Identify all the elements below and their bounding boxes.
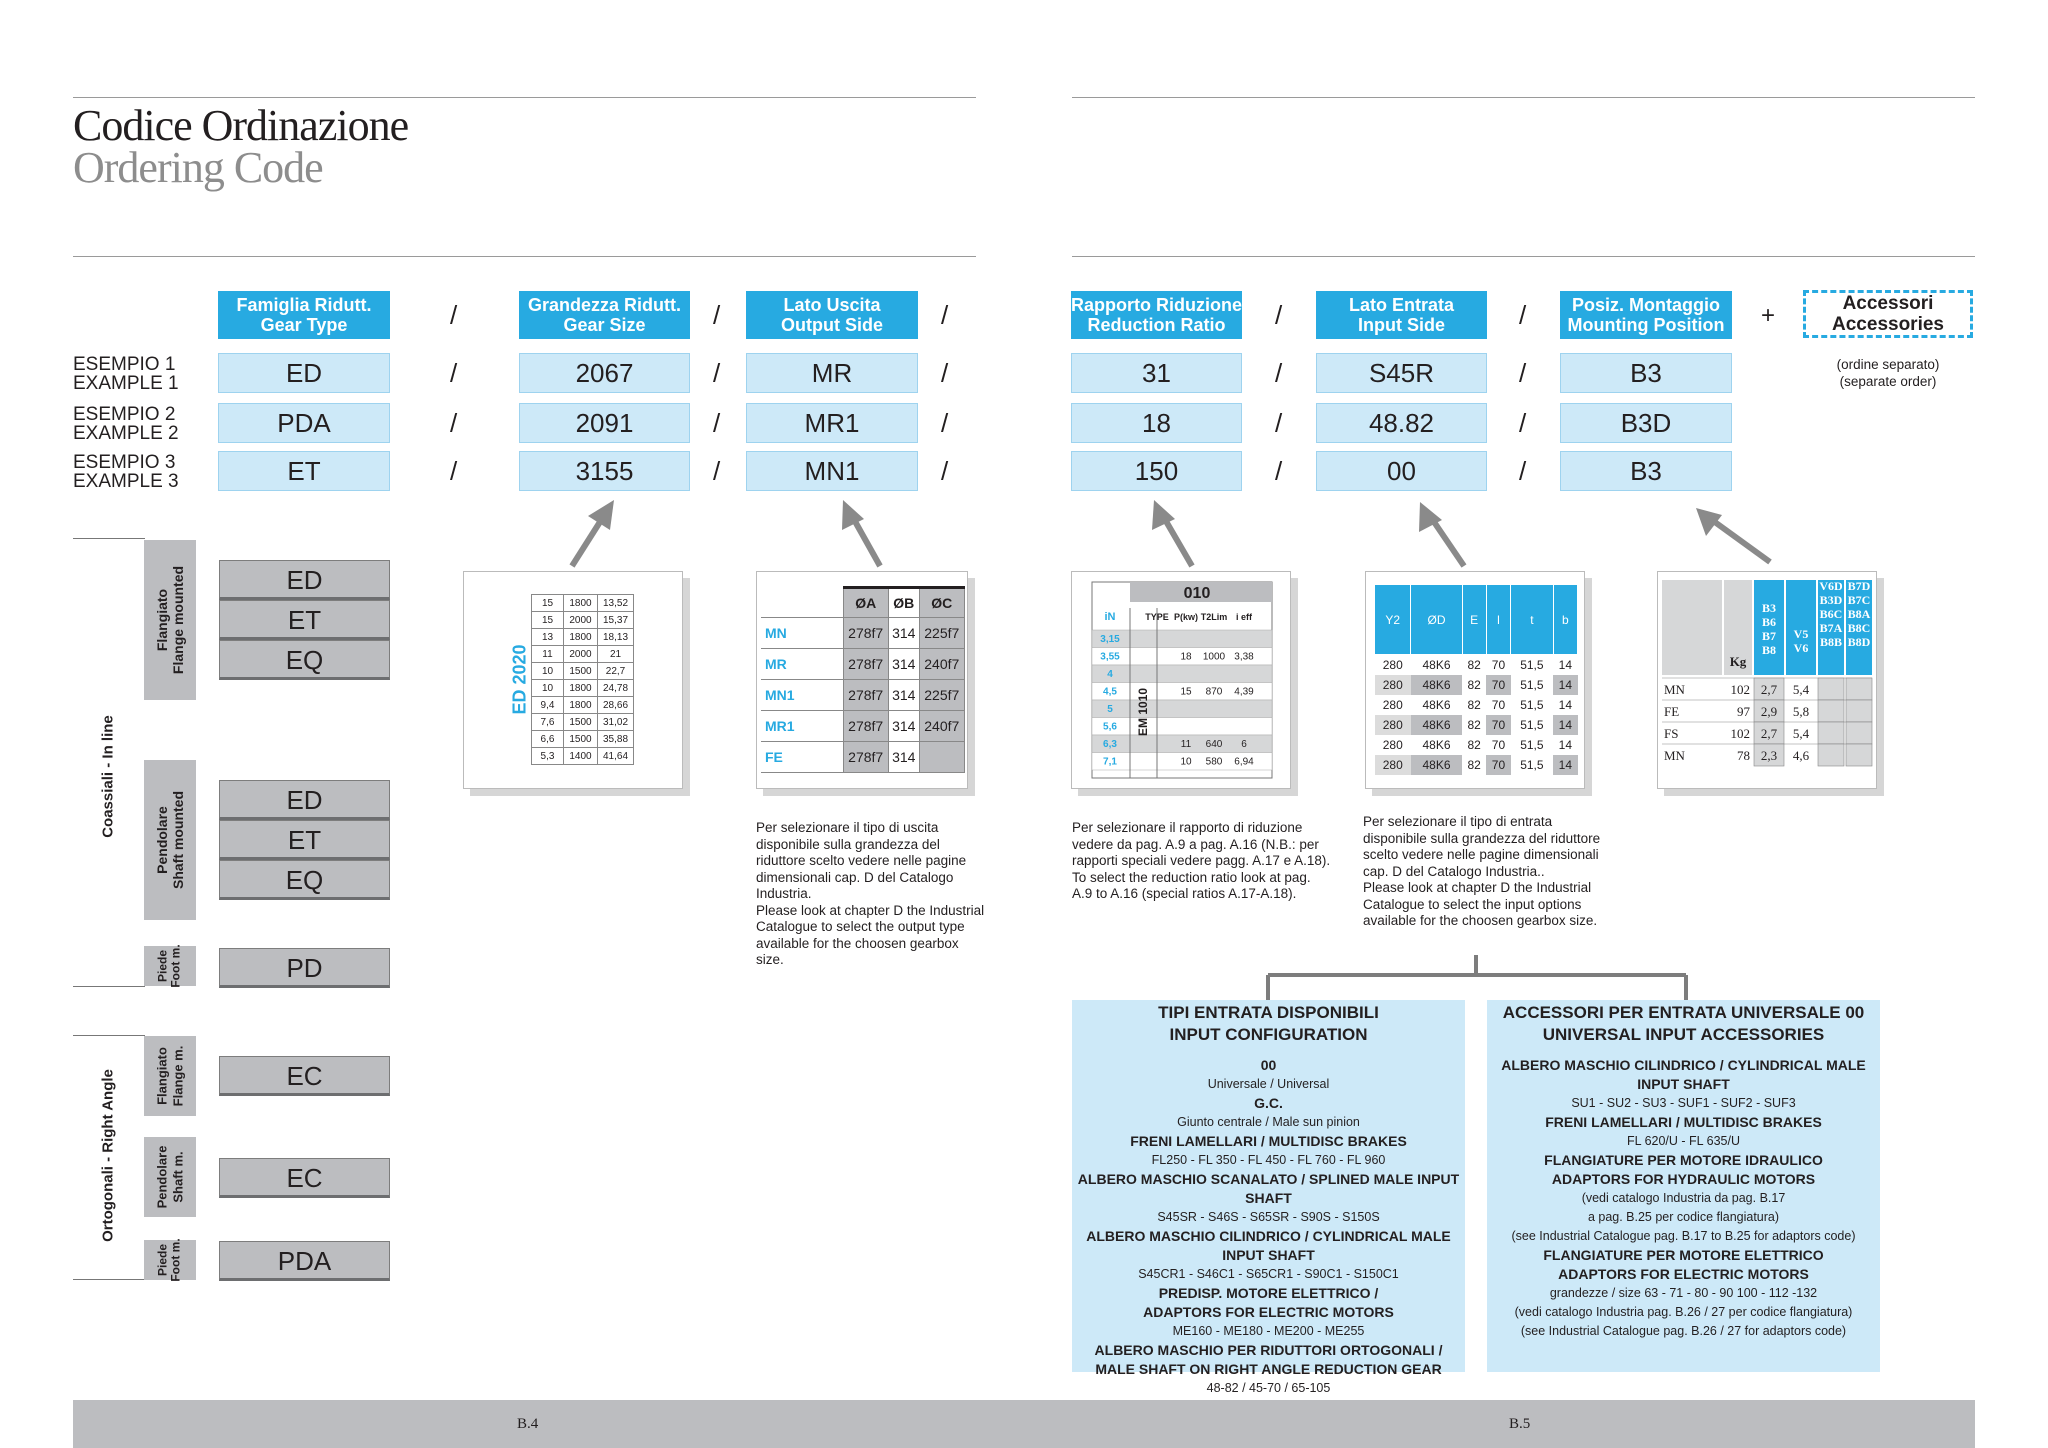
slash: / (713, 300, 721, 330)
output-cell: 278f7 (843, 711, 888, 742)
ratio-row-bg (1092, 665, 1272, 683)
size-cell: 13 (532, 629, 564, 646)
size-cell: 1800 (564, 629, 598, 646)
input_config-line: G.C. (1254, 1095, 1283, 1111)
note-output: Per selezionare il tipo di uscita disponibile sulla grandezza del riduttore scelto vedere nelle pagine dimensionali cap. D del Catalogo Industria. Please look at chapter D the Industrial Catalogue to select the output type available for the choosen gearbox size. (756, 820, 985, 967)
ratio-cell: 640 (1205, 739, 1223, 750)
slash: / (1519, 358, 1527, 388)
input-cell: 280 (1382, 697, 1403, 712)
universal_acc-line: a pag. B.25 per codice flangiatura) (1587, 1210, 1780, 1224)
input-cell: 48K6 (1422, 697, 1451, 712)
output-row-name: MR1 (761, 711, 843, 742)
input-col-header: ØD (1411, 585, 1462, 655)
input-cell: 82 (1467, 737, 1481, 752)
input-col-header: t (1511, 585, 1554, 655)
family-pd: PD (219, 948, 390, 988)
size-cell: 7,6 (532, 714, 564, 731)
mount-row-a: 2,7 (1760, 726, 1778, 741)
label-foot-mounted: Piede Foot m. (144, 946, 196, 986)
output-cell: 240f7 (919, 649, 964, 680)
family-eq: EQ (219, 860, 390, 900)
label-ortogonali: Ortogonali - Right Angle (99, 1069, 117, 1242)
size-cell: 15,37 (598, 612, 634, 629)
header-output-side: Lato Uscita Output Side (746, 291, 918, 339)
mount-pos-label: B8 (1761, 643, 1777, 657)
slash: / (713, 358, 721, 388)
universal-acc-title: ACCESSORI PER ENTRATA UNIVERSALE 00 (1502, 1003, 1865, 1022)
family-ec-flange: EC (219, 1056, 390, 1096)
input-configuration-box (1072, 1000, 1465, 1395)
universal-acc-subtitle: UNIVERSAL INPUT ACCESSORIES (1542, 1025, 1825, 1044)
example-label: ESEMPIO 2 EXAMPLE 2 (73, 404, 179, 444)
ratio-type-label: EM 1010 (1136, 687, 1150, 737)
input_config-line: S45SR - S46S - S65SR - S90S - S150S (1157, 1210, 1380, 1224)
mount-pos-label: V5 (1793, 627, 1809, 641)
size-cell: 15 (532, 612, 564, 629)
input-cell: 48K6 (1411, 755, 1462, 775)
slash: / (450, 408, 458, 438)
slash: / (1275, 300, 1283, 330)
ratio-value: 4,5 (1103, 686, 1117, 698)
slash: / (941, 300, 949, 330)
ratio-row-bg (1092, 700, 1272, 718)
input_config-line: Giunto centrale / Male sun pinion (1177, 1115, 1360, 1129)
label-ra-foot: Piede Foot m. (144, 1240, 196, 1280)
mount-cell-bg (1846, 722, 1872, 744)
output-cell: 278f7 (843, 742, 888, 773)
input-cell: 14 (1553, 675, 1577, 695)
output-table (761, 586, 965, 773)
input-cell: 280 (1375, 715, 1411, 735)
mounting-table (1658, 572, 1878, 790)
input-cell: 82 (1467, 677, 1481, 692)
slash: / (1519, 300, 1527, 330)
input-cell: 70 (1491, 737, 1506, 752)
size-cell: 6,6 (532, 731, 564, 748)
family-ed: ED (219, 780, 390, 820)
universal_acc-line: (vedi catalogo Industria da pag. B.17 (1581, 1191, 1786, 1205)
example-2-mounting-position: B3D (1560, 403, 1732, 443)
label-ra-shaft: Pendolare Shaft m. (144, 1137, 196, 1217)
size-cell: 22,7 (598, 663, 634, 680)
plus-sign: + (1761, 302, 1776, 329)
output-cell: 314 (888, 618, 919, 649)
output-cell: 278f7 (843, 680, 888, 711)
output-cell: 240f7 (919, 711, 964, 742)
ratio-col-header: T2Lim (1200, 612, 1228, 622)
size-cell: 18,13 (598, 629, 634, 646)
universal_acc-line: FLANGIATURE PER MOTORE IDRAULICO (1544, 1152, 1823, 1168)
output-cell: 314 (888, 711, 919, 742)
mount-row-a: 2,9 (1760, 704, 1778, 719)
gear-size-table-thumbnail (463, 571, 683, 789)
header-mounting-position: Posiz. Montaggio Mounting Position (1560, 291, 1732, 339)
ratio-cell: 870 (1205, 686, 1223, 698)
universal_acc-line: (see Industrial Catalogue pag. B.26 / 27 for adaptors code) (1520, 1324, 1847, 1338)
size-cell: 1500 (564, 714, 598, 731)
universal_acc-line: FRENI LAMELLARI / MULTIDISC BRAKES (1545, 1114, 1822, 1130)
mount-cell-bg (1846, 678, 1872, 700)
input-cell: 51,5 (1520, 757, 1544, 772)
input-cell: 14 (1558, 737, 1572, 752)
mounting-position-table-thumbnail (1657, 571, 1877, 789)
mount-empty-header (1662, 580, 1722, 675)
mount-cell-bg (1846, 700, 1872, 722)
input_config-line: MALE SHAFT ON RIGHT ANGLE REDUCTION GEAR (1095, 1361, 1442, 1377)
input-col-header: Y2 (1375, 585, 1411, 655)
mount-row-name: MN (1664, 748, 1685, 763)
example-1-input-side: S45R (1316, 353, 1487, 393)
page-number-left: B.4 (517, 1416, 539, 1432)
size-cell: 15 (532, 595, 564, 612)
family-ec-shaft: EC (219, 1158, 390, 1198)
input-cell: 280 (1382, 737, 1403, 752)
header-accessories: Accessori Accessories (1803, 290, 1973, 338)
size-cell: 1500 (564, 663, 598, 680)
mount-pos-label: B7A (1819, 621, 1843, 635)
header-reduction-ratio: Rapporto Riduzione Reduction Ratio (1071, 291, 1242, 339)
size-cell: 10 (532, 663, 564, 680)
universal_acc-line: (see Industrial Catalogue pag. B.17 to B.25 for adaptors code) (1511, 1229, 1856, 1243)
input_config-line: ADAPTORS FOR ELECTRIC MOTORS (1143, 1304, 1394, 1320)
ratio-col-header: i eff (1235, 612, 1253, 622)
output-col-header: ØA (843, 588, 888, 618)
example-2-gear-size: 2091 (519, 403, 690, 443)
mount-kg-label: Kg (1729, 654, 1747, 669)
output-cell: 278f7 (843, 649, 888, 680)
mount-cell-bg (1818, 678, 1844, 700)
slash: / (941, 358, 949, 388)
output-side-table-thumbnail (756, 571, 968, 789)
ratio-value: 3,55 (1100, 651, 1120, 663)
slash: / (450, 300, 458, 330)
size-cell: 2000 (564, 612, 598, 629)
ratio-cell: 11 (1180, 739, 1192, 750)
note-input: Per selezionare il tipo di entrata disponibile sulla grandezza del riduttore scelto vedere nelle pagine dimensionali cap. D del Catalogo Industria.. Please look at chapter D the Industrial Catalogue to select the input options available for the choosen gearbox size. (1363, 814, 1601, 928)
ratio-value: 5,6 (1103, 721, 1117, 733)
universal_acc-line: ADAPTORS FOR ELECTRIC MOTORS (1558, 1266, 1809, 1282)
input-cell: 14 (1558, 697, 1572, 712)
example-3-input-side: 00 (1316, 451, 1487, 491)
header-gear-size: Grandezza Ridutt. Gear Size (519, 291, 690, 339)
input-cell: 280 (1375, 755, 1411, 775)
input-cell: 51,5 (1520, 677, 1544, 692)
example-3-output-side: MN1 (746, 451, 918, 491)
input-cell: 51,5 (1520, 657, 1544, 672)
mount-row-a: 2,7 (1760, 682, 1778, 697)
universal-accessories-box (1487, 1000, 1880, 1372)
size-cell: 24,78 (598, 680, 634, 697)
ratio-cell: 4,39 (1234, 686, 1254, 698)
family-ed: ED (219, 560, 390, 600)
family-eq: EQ (219, 640, 390, 680)
example-1-gear-size: 2067 (519, 353, 690, 393)
mount-pos-label: B7D (1847, 579, 1871, 593)
ratio-col-header: P(kw) (1173, 612, 1199, 622)
input-cell: 51,5 (1520, 697, 1544, 712)
universal_acc-line: (vedi catalogo Industria pag. B.26 / 27 per codice flangiatura) (1514, 1305, 1853, 1319)
input_config-line: PREDISP. MOTORE ELETTRICO / (1158, 1285, 1379, 1301)
ratio-value: 7,1 (1103, 756, 1117, 768)
slash: / (713, 456, 721, 486)
mount-pos-label: B6C (1819, 607, 1843, 621)
size-cell: 1400 (564, 748, 598, 765)
ratio-cell: 1000 (1202, 651, 1226, 663)
universal_acc-line: ADAPTORS FOR HYDRAULIC MOTORS (1551, 1171, 1816, 1187)
example-2-input-side: 48.82 (1316, 403, 1487, 443)
size-table (531, 594, 634, 765)
input-table (1374, 584, 1578, 775)
slash: / (450, 456, 458, 486)
mount-pos-label: B7 (1761, 629, 1777, 643)
size-cell: 35,88 (598, 731, 634, 748)
input_config-line: ALBERO MASCHIO SCANALATO / SPLINED MALE INPUT SHAFT (1077, 1171, 1460, 1206)
size-cell: 41,64 (598, 748, 634, 765)
slash: / (450, 358, 458, 388)
mount-pos-label: B3 (1761, 601, 1777, 615)
input-col-header: E (1462, 585, 1486, 655)
mount-pos-label: B8C (1847, 621, 1871, 635)
page-footer (73, 1400, 1975, 1448)
ratio-cell: 10 (1180, 756, 1192, 768)
mount-row-name: FE (1664, 704, 1680, 719)
slash: / (1275, 408, 1283, 438)
input_config-line: ME160 - ME180 - ME200 - ME255 (1172, 1324, 1365, 1338)
mount-pos-label: B7C (1847, 593, 1871, 607)
output-cell: 278f7 (843, 618, 888, 649)
ratio-value: 6,3 (1103, 739, 1117, 750)
slash: / (941, 456, 949, 486)
input-col-header: b (1553, 585, 1577, 655)
ratio-table-thumbnail (1071, 571, 1291, 789)
example-label: ESEMPIO 1 EXAMPLE 1 (73, 354, 179, 394)
input-cell: 48K6 (1411, 715, 1462, 735)
output-cell: 225f7 (919, 680, 964, 711)
header-gear-type: Famiglia Ridutt. Gear Type (218, 291, 390, 339)
output-row-name: MN1 (761, 680, 843, 711)
example-1-reduction-ratio: 31 (1071, 353, 1242, 393)
ratio-cell: 6,94 (1234, 756, 1254, 768)
size-cell: 21 (598, 646, 634, 663)
mount-pos-label: B8D (1847, 635, 1871, 649)
family-et: ET (219, 600, 390, 640)
input_config-line: ALBERO MASCHIO PER RIDUTTORI ORTOGONALI / (1094, 1342, 1443, 1358)
output-col-header: ØB (888, 588, 919, 618)
output-row-name: FE (761, 742, 843, 773)
input_config-line: 48-82 / 45-70 / 65-105 (1206, 1381, 1331, 1395)
example-1-mounting-position: B3 (1560, 353, 1732, 393)
ratio-cell: 6 (1241, 739, 1247, 750)
input-cell: 14 (1553, 715, 1577, 735)
size-cell: 13,52 (598, 595, 634, 612)
mount-row-b: 5,4 (1792, 682, 1810, 697)
ratio-table (1072, 572, 1292, 790)
mount-cell-bg (1818, 700, 1844, 722)
input-cell: 82 (1467, 697, 1481, 712)
output-cell: 314 (888, 649, 919, 680)
mount-row-b: 4,6 (1792, 748, 1810, 763)
output-cell: 314 (888, 742, 919, 773)
input_config-line: ALBERO MASCHIO CILINDRICO / CYLINDRICAL MALE INPUT SHAFT (1086, 1228, 1451, 1263)
title-english: Ordering Code (73, 143, 323, 192)
input_config-line: 00 (1260, 1057, 1277, 1073)
output-row-name: MR (761, 649, 843, 680)
mount-row-kg: 78 (1737, 748, 1750, 763)
size-cell: 9,4 (532, 697, 564, 714)
size-cell: 11 (532, 646, 564, 663)
slash: / (713, 408, 721, 438)
mount-row-name: FS (1664, 726, 1679, 741)
input-config-subtitle: INPUT CONFIGURATION (1169, 1025, 1368, 1044)
output-col-header: ØC (919, 588, 964, 618)
label-ra-flange: Flangiato Flange m. (144, 1036, 196, 1116)
mount-pos-label: B8A (1847, 607, 1871, 621)
header-input-side: Lato Entrata Input Side (1316, 291, 1487, 339)
title-italian: Codice Ordinazione (73, 101, 409, 150)
slash: / (1275, 456, 1283, 486)
input_config-line: FRENI LAMELLARI / MULTIDISC BRAKES (1130, 1133, 1407, 1149)
ratio-cell: 3,38 (1234, 651, 1254, 663)
input-cell: 70 (1486, 675, 1510, 695)
label-shaft-mounted: Pendolare Shaft mounted (144, 760, 196, 920)
mount-pos-label: B6 (1761, 615, 1777, 629)
output-cell: 225f7 (919, 618, 964, 649)
example-2-reduction-ratio: 18 (1071, 403, 1242, 443)
example-1-gear-type: ED (218, 353, 390, 393)
example-2-gear-type: PDA (218, 403, 390, 443)
input_config-line: Universale / Universal (1207, 1077, 1330, 1091)
output-cell (919, 742, 964, 773)
ratio-in-label: iN (1104, 611, 1116, 623)
mount-pos-label: B8B (1819, 635, 1843, 649)
size-label: ED 2020 (509, 643, 530, 715)
example-3-mounting-position: B3 (1560, 451, 1732, 491)
input-cell: 14 (1558, 657, 1572, 672)
mount-row-b: 5,4 (1792, 726, 1810, 741)
size-cell: 28,66 (598, 697, 634, 714)
ratio-cell: 15 (1180, 686, 1192, 698)
input-cell: 82 (1467, 717, 1481, 732)
family-et: ET (219, 820, 390, 860)
mount-row-a: 2,3 (1760, 748, 1778, 763)
ratio-value: 4 (1107, 669, 1113, 680)
note-ratio: Per selezionare il rapporto di riduzione vedere da pag. A.9 a pag. A.16 (N.B.: per rapporti speciali vedere pagg. A.17 e A.18). To select the reduction ratio look at pag. A.9 to A.16 (special ratios A.17-A.18). (1072, 820, 1331, 901)
input-cell: 280 (1375, 675, 1411, 695)
slash: / (1275, 358, 1283, 388)
mount-row-name: MN (1664, 682, 1685, 697)
example-3-gear-type: ET (218, 451, 390, 491)
size-cell: 1500 (564, 731, 598, 748)
accessories-note: (ordine separato) (separate order) (1836, 357, 1940, 389)
page-number-right: B.5 (1509, 1416, 1531, 1432)
ratio-head: 010 (1183, 585, 1211, 602)
input-cell: 51,5 (1520, 737, 1544, 752)
universal_acc-line: SU1 - SU2 - SU3 - SUF1 - SUF2 - SUF3 (1571, 1096, 1796, 1110)
input-cell: 82 (1467, 657, 1481, 672)
slash: / (1519, 456, 1527, 486)
mount-cell-bg (1846, 744, 1872, 766)
universal_acc-line: FL 620/U - FL 635/U (1626, 1134, 1740, 1148)
input-cell: 48K6 (1422, 737, 1451, 752)
input_config-line: FL250 - FL 350 - FL 450 - FL 760 - FL 960 (1151, 1153, 1386, 1167)
output-row-name: MN (761, 618, 843, 649)
label-flange-mounted: Flangiato Flange mounted (144, 540, 196, 700)
size-cell: 5,3 (532, 748, 564, 765)
size-cell: 1800 (564, 595, 598, 612)
input-cell: 48K6 (1411, 675, 1462, 695)
input-cell: 70 (1486, 715, 1510, 735)
ratio-value: 5 (1107, 704, 1113, 715)
input-cell: 14 (1553, 755, 1577, 775)
size-cell: 2000 (564, 646, 598, 663)
mount-row-kg: 102 (1730, 726, 1750, 741)
size-cell: 31,02 (598, 714, 634, 731)
ratio-col-header: TYPE (1145, 612, 1169, 622)
size-cell: 1800 (564, 697, 598, 714)
input-cell: 70 (1491, 697, 1506, 712)
mount-row-kg: 102 (1730, 682, 1750, 697)
input-cell: 70 (1491, 657, 1506, 672)
output-cell: 314 (888, 680, 919, 711)
input-col-header: l (1486, 585, 1510, 655)
slash: / (1519, 408, 1527, 438)
example-2-output-side: MR1 (746, 403, 918, 443)
example-label: ESEMPIO 3 EXAMPLE 3 (73, 452, 179, 492)
mount-pos-label: V6D (1819, 579, 1843, 593)
input-cell: 280 (1382, 657, 1403, 672)
mount-cell-bg (1818, 744, 1844, 766)
input-cell: 48K6 (1422, 657, 1451, 672)
universal_acc-line: ALBERO MASCHIO CILINDRICO / CYLINDRICAL MALE INPUT SHAFT (1501, 1057, 1866, 1092)
mount-row-b: 5,8 (1792, 704, 1810, 719)
universal_acc-line: FLANGIATURE PER MOTORE ELETTRICO (1543, 1247, 1824, 1263)
input-cell: 82 (1467, 757, 1481, 772)
ratio-cell: 18 (1180, 651, 1192, 663)
example-3-gear-size: 3155 (519, 451, 690, 491)
size-cell: 10 (532, 680, 564, 697)
example-3-reduction-ratio: 150 (1071, 451, 1242, 491)
input-config-title: TIPI ENTRATA DISPONIBILI (1158, 1003, 1379, 1022)
ratio-row-bg (1092, 718, 1272, 736)
ratio-value: 3,15 (1100, 634, 1120, 645)
input_config-line: S45CR1 - S46C1 - S65CR1 - S90C1 - S150C1 (1138, 1267, 1399, 1281)
input-side-table-thumbnail (1365, 571, 1585, 789)
example-1-output-side: MR (746, 353, 918, 393)
mount-pos-label: V6 (1793, 641, 1809, 655)
size-cell: 1800 (564, 680, 598, 697)
universal_acc-line: grandezze / size 63 - 71 - 80 - 90 100 - 112 -132 (1549, 1286, 1818, 1300)
slash: / (941, 408, 949, 438)
family-pda: PDA (219, 1241, 390, 1281)
input-cell: 70 (1486, 755, 1510, 775)
mount-pos-label: B3D (1819, 593, 1843, 607)
mount-cell-bg (1818, 722, 1844, 744)
ratio-cell: 580 (1205, 756, 1223, 768)
input-cell: 51,5 (1520, 717, 1544, 732)
label-coassiali: Coassiali - In line (99, 715, 117, 838)
mount-row-kg: 97 (1737, 704, 1750, 719)
